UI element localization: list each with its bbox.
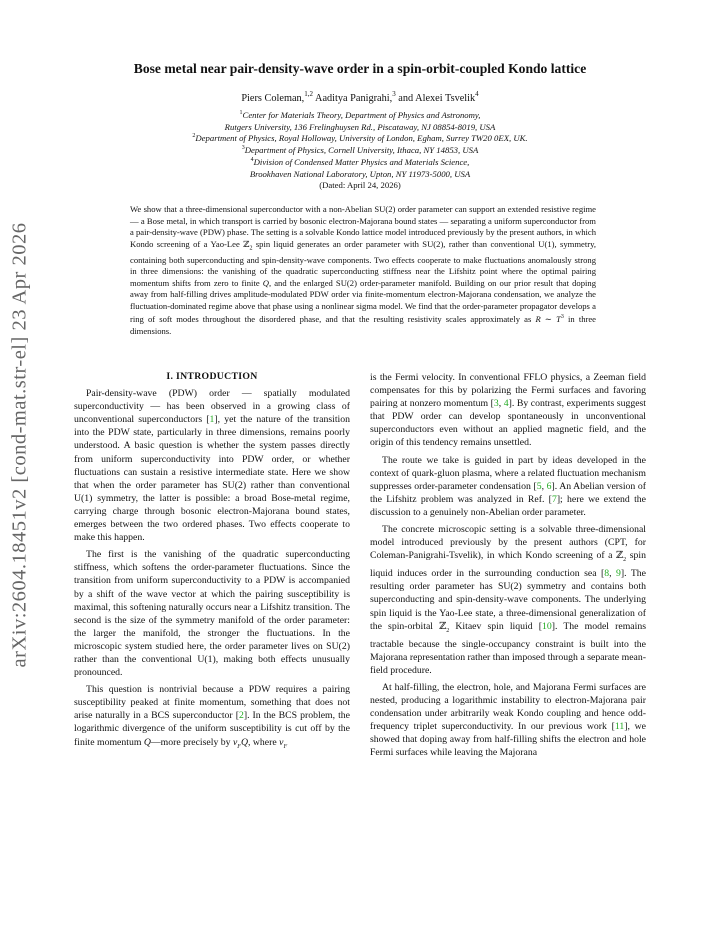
dated-line: (Dated: April 24, 2026) <box>319 180 401 191</box>
right-paragraph-3: The concrete microscopic setting is a solvable three-dimensional model introduced previously by the present authors (CPT, for Coleman-Panigrahi-Tsvelik), in which Kondo screening of a ℤ$_2$ spin liquid induces order in the surrounding conduction sea [8, 9]. The resulting order parameter has SU(2) symmetry and contains both superconducting and spin-density-wave components. The underlying spin liquid is the Yao-Lee state, a three-dimensional generalization of the spin-orbital ℤ$_2$ Kitaev spin liquid [10]. The model remains tractable because the single-occupancy constraint is built into the Majorana representation rather than imposed through a separate mean-field procedure. <box>370 524 647 676</box>
arxiv-identifier <box>0 220 40 670</box>
left-column <box>74 370 350 758</box>
left-paragraph-1: Pair-density-wave (PDW) order — spatially modulated superconductivity — has been observed in a growing class of unconventional superconductors [1], yet the nature of the transition into the PDW state, particularly in three dimensions, remains poorly understood. A basic question is whether the system passes directly from uniform superconductivity into PDW order, or whether fluctuations can sustain a resistive intermediate state. Here we show that when the order parameter has SU(2) rather than conventional U(1) symmetry, the latter is possible: a broad Bose-metal regime, carrying charge through bosonic electron-Majorana bound states, emerges between the two ordered phases. Two effects cooperate to make this happen. <box>74 388 350 544</box>
affiliation-4b: Brookhaven National Laboratory, Upton, NY 11973-5000, USA <box>249 168 471 179</box>
right-paragraph-1: is the Fermi velocity. In conventional FFLO physics, a Zeeman field compensates for this by polarizing the Fermi surfaces and favoring pairing at nonzero momentum [3, 4]. By contrast, experiments suggest that PDW order can develop spontaneously in unconventional superconductors even without an applied magnetic field, and the origin of this tendency remains unsettled. <box>370 372 647 449</box>
left-paragraph-3: This question is nontrivial because a PDW requires a pairing susceptibility peaked at finite momentum, something that does not arise naturally in a BCS superconductor [2]. In the BCS problem, the logarithmic divergence of the uniform susceptibility is cut off by the finite momentum Q—more precisely by $v_FQ$, where $v_F$ <box>74 684 351 750</box>
right-column <box>370 371 646 764</box>
affiliation-4a: $^4$Division of Condensed Matter Physics and Materials Science, <box>250 156 470 167</box>
author-list: Piers Coleman,$^{1,2}$ Aaditya Panigrahi,$^3$ and Alexei Tsvelik$^4$ <box>241 90 479 104</box>
section-heading: I. INTRODUCTION <box>166 371 258 382</box>
left-paragraph-2: The first is the vanishing of the quadratic superconducting stiffness, which softens the order-parameter fluctuations. Since the transition from uniform superconductivity to a PDW is accompanied by a shift of the wave vector at which the pairing susceptibility is maximal, this softening naturally occurs near a Lifshitz transition. The second is the size of the symmetry manifold of the order parameter: the larger the manifold, the stronger the fluctuations. In the microscopic system studied here, the order parameter lives on SU(2) rather than the conventional U(1), making both effects unusually pronounced. <box>74 549 350 679</box>
arxiv-id-text[interactable]: arXiv:2604.18451v2 [cond-mat.str-el] 23 Apr 2026 <box>8 222 31 668</box>
paper-title: Bose metal near pair-density-wave order in a spin-orbit-coupled Kondo lattice <box>133 61 587 76</box>
affiliation-3: $^3$Department of Physics, Cornell University, Ithaca, NY 14853, USA <box>241 145 479 156</box>
abstract: We show that a three-dimensional superconductor with a non-Abelian SU(2) order parameter can support an extended resistive regime — a Bose metal, in which transport is carried by bosonic electron-Majorana bound states — separating a uniform superconductor from a pair-density-wave (PDW) phase. The setting is a solvable Kondo lattice model introduced previously by the present authors, in which Kondo screening of a Yao-Lee ℤ$_2$ spin liquid generates an order parameter with SU(2), rather than conventional U(1), symmetry, containing both superconducting and spin-density-wave components. Two effects cooperate to make fluctuations anomalously strong in three dimensions: the vanishing of the quadratic superconducting stiffness near the Lifshitz point where the optimal pairing momentum shifts from zero to finite Q, and the enlarged SU(2) order-parameter manifold. Building on our prior result that doping away from half-filling drives amplitude-modulated PDW order via finite-momentum electron-Majorana condensation, we analyze the fluctuation-dominated regime above that phase using a nonlinear sigma model. We find that the order-parameter propagator develops a ring of soft modes throughout the disordered phase, and that the resulting resistivity scales approximately as R ∼ $T^3$ in three dimensions. <box>130 204 596 336</box>
affiliation-2: $^2$Department of Physics, Royal Holloway, University of London, Egham, Surrey TW20 0EX, UK. <box>192 133 528 144</box>
affiliations <box>80 110 640 192</box>
right-paragraph-2: The route we take is guided in part by ideas developed in the context of quark-gluon plasma, where a related fluctuation mechanism suppresses order-parameter condensation [5, 6]. An Abelian version of the Lifshitz problem was analyzed in Ref. [7]; here we extend the discussion to a genuinely non-Abelian order parameter. <box>370 454 646 518</box>
right-paragraph-4: At half-filling, the electron, hole, and Majorana Fermi surfaces are nested, producing a logarithmic instability to electron-Majorana pair condensation under arbitrarily weak Kondo coupling and hence odd-frequency triplet superconductivity. In our previous work [11], we showed that doping away from half-filling shifts the electron and hole Fermi surfaces while leaving the Majorana <box>370 681 646 759</box>
affiliation-1b: Rutgers University, 136 Frelinghuysen Rd., Piscataway, NJ 08854-8019, USA <box>224 121 496 132</box>
affiliation-1a: $^1$Center for Materials Theory, Department of Physics and Astronomy, <box>239 110 481 120</box>
